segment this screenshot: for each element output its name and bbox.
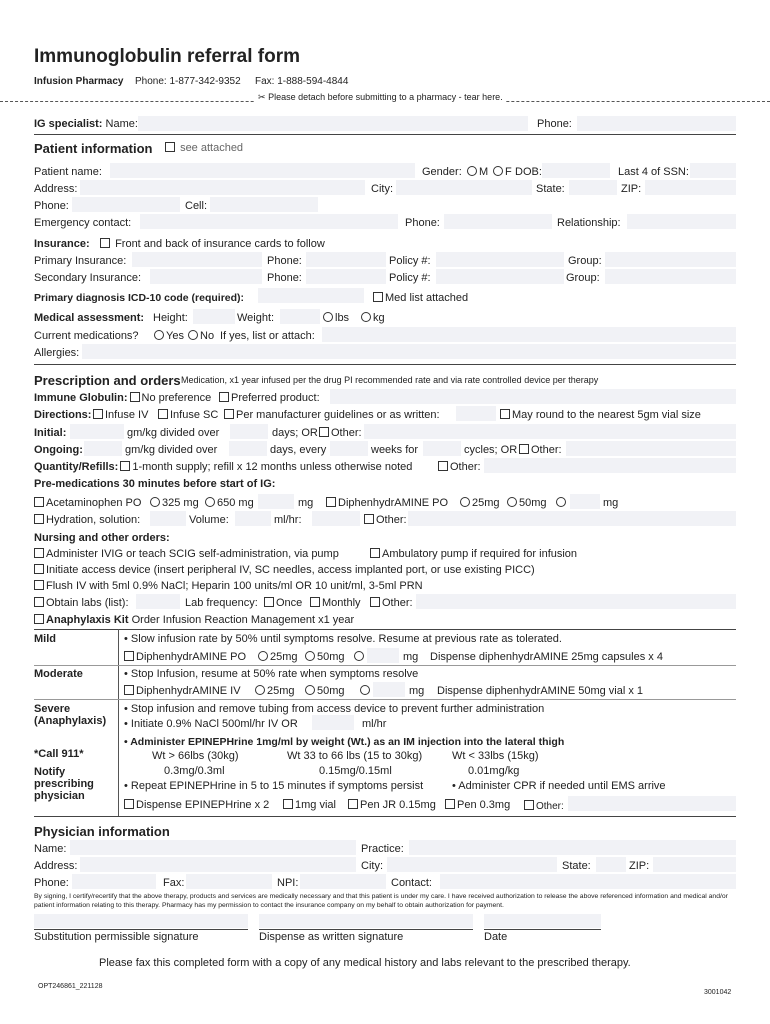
- secondary-phone-field[interactable]: [306, 269, 386, 284]
- patient-name-label: Patient name:: [34, 166, 102, 178]
- date-field[interactable]: [484, 914, 601, 928]
- volume-field[interactable]: [235, 511, 271, 526]
- weight-band-1: Wt > 66lbs (30kg): [152, 750, 239, 762]
- phys-zip-label: ZIP:: [629, 860, 650, 872]
- dispense-epinephrine-checkbox[interactable]: Dispense EPINEPHrine x 2: [124, 799, 269, 811]
- epinephrine-instruction: • Administer EPINEPHrine 1mg/ml by weight (Wt.) as an IM injection into the lateral thigh: [124, 736, 565, 748]
- see-attached-checkbox[interactable]: see attached: [165, 142, 243, 154]
- hydration-field[interactable]: [150, 511, 186, 526]
- moderate-other-radio[interactable]: [360, 685, 372, 697]
- ssn-field[interactable]: [690, 163, 736, 178]
- emergency-field[interactable]: [140, 214, 398, 229]
- contact-field[interactable]: [440, 874, 736, 889]
- state-field[interactable]: [569, 180, 617, 195]
- physician-heading: Physician information: [34, 824, 170, 839]
- epi-other-checkbox[interactable]: Other:: [524, 800, 564, 812]
- dose-1: 0.3mg/0.3ml: [164, 765, 225, 777]
- primary-ins-field[interactable]: [132, 252, 262, 267]
- quantity-row: Quantity/Refills: 1-month supply; refill x 12 months unless otherwise noted: [34, 461, 413, 473]
- ongoing-other-field[interactable]: [566, 441, 736, 456]
- initial-other-field[interactable]: [364, 424, 736, 439]
- phys-address-field[interactable]: [80, 857, 356, 872]
- dose-2: 0.15mg/0.15ml: [319, 765, 392, 777]
- lab-monthly-checkbox[interactable]: Monthly: [310, 597, 361, 609]
- gender-f-radio[interactable]: F: [493, 166, 512, 178]
- access-device-checkbox[interactable]: Initiate access device (insert peripheral IV, SC needles, access implanted port, or use existing PICC): [34, 564, 535, 576]
- allergies-field[interactable]: [82, 344, 736, 359]
- height-field[interactable]: [193, 309, 235, 324]
- phys-city-label: City:: [361, 860, 383, 872]
- severe-nacl: • Initiate 0.9% NaCl 500ml/hr IV OR: [124, 718, 298, 730]
- acet-mg-field[interactable]: [258, 494, 294, 509]
- primary-phone-field[interactable]: [306, 252, 386, 267]
- patient-name-field[interactable]: [110, 163, 415, 178]
- allergies-label: Allergies:: [34, 347, 80, 359]
- diphen-po-checkbox[interactable]: DiphenhydrAMINE PO: [326, 497, 448, 509]
- mlhr-label: ml/hr:: [274, 514, 302, 526]
- ig-name-field[interactable]: [138, 116, 528, 131]
- zip-field[interactable]: [645, 180, 736, 195]
- city-label: City:: [371, 183, 393, 195]
- acet-mg-text: mg: [298, 497, 314, 509]
- table-bottom-line: [34, 816, 736, 817]
- weight-label: Weight:: [237, 312, 275, 324]
- lab-other-field[interactable]: [416, 594, 736, 609]
- contact-label: Contact:: [391, 877, 432, 889]
- mild-instruction: • Slow infusion rate by 50% until symptoms resolve. Resume at previous rate as tolerated.: [124, 633, 562, 645]
- notify-physician: Notify prescribing physician: [34, 766, 94, 802]
- labs-list-field[interactable]: [136, 594, 180, 609]
- initial-days-field[interactable]: [230, 424, 268, 439]
- obtain-labs-checkbox[interactable]: Obtain labs (list):: [34, 597, 129, 609]
- insurance-cards-checkbox[interactable]: Front and back of insurance cards to follow: [100, 238, 325, 250]
- kg-radio[interactable]: kg: [361, 312, 385, 324]
- certification-text: By signing, I certify/recertify that the above therapy, products and services are medically necessary and that this patient is under my care. I have received authorization to release the above referenced information and medical and/or patient information relating to this therapy. Pharmacy has my permission to contact the insurance company on my behalf to obtain authorization for payment.: [34, 893, 728, 909]
- lab-freq-label: Lab frequency:: [185, 597, 258, 609]
- immune-globulin-row: Immune Globulin: No preference: [34, 392, 212, 404]
- med-assess-label: Medical assessment:: [34, 312, 145, 324]
- administer-checkbox[interactable]: Administer IVIG or teach SCIG self-administration, via pump: [34, 548, 339, 560]
- ambulatory-pump-checkbox[interactable]: Ambulatory pump if required for infusion: [370, 548, 577, 560]
- pharmacy-name: Infusion Pharmacy: [34, 76, 124, 87]
- address-label: Address:: [34, 183, 78, 195]
- ongoing-other-checkbox[interactable]: Other:: [519, 444, 562, 456]
- directions-label: Directions:: [34, 409, 92, 421]
- ongoing-weeks-field[interactable]: [330, 441, 368, 456]
- lab-once-checkbox[interactable]: Once: [264, 597, 302, 609]
- pharmacy-phone: Phone: 1-877-342-9352: [135, 76, 241, 87]
- ig-phone-label: Phone:: [537, 118, 572, 130]
- cpr-instruction: • Administer CPR if needed until EMS arrive: [452, 780, 666, 792]
- nursing-heading: Nursing and other orders:: [34, 532, 170, 544]
- anaphylaxis-kit-checkbox[interactable]: Anaphylaxis Kit Order Infusion Reaction Management x1 year: [34, 614, 354, 626]
- weight-field[interactable]: [280, 309, 320, 324]
- secondary-group-field[interactable]: [605, 269, 736, 284]
- phys-address-label: Address:: [34, 860, 78, 872]
- weight-band-2: Wt 33 to 66 lbs (15 to 30kg): [287, 750, 423, 762]
- dob-field[interactable]: [542, 163, 610, 178]
- ig-specialist-label: IG specialist: Name:: [34, 118, 138, 130]
- signature-line: [259, 929, 473, 930]
- phys-phone-field[interactable]: [72, 874, 156, 889]
- premeds-heading: Pre-medications 30 minutes before start of IG:: [34, 478, 276, 490]
- volume-label: Volume:: [189, 514, 229, 526]
- npi-field[interactable]: [300, 874, 386, 889]
- date-line: [484, 929, 601, 930]
- ongoing-days-text: days, every: [270, 444, 327, 456]
- practice-label: Practice:: [361, 843, 404, 855]
- daw-signature-label: Dispense as written signature: [259, 931, 404, 943]
- gender-label: Gender:: [422, 166, 462, 178]
- med-list-checkbox[interactable]: Med list attached: [373, 292, 468, 304]
- call-911: *Call 911*: [34, 748, 84, 760]
- acetaminophen-checkbox[interactable]: Acetaminophen PO: [34, 497, 141, 509]
- epi-1mg-vial-checkbox[interactable]: 1mg vial: [283, 799, 336, 811]
- table-row-divider: [34, 699, 736, 700]
- lab-other-checkbox[interactable]: Other:: [370, 597, 413, 609]
- daw-signature-field[interactable]: [259, 914, 473, 928]
- diphen-other-radio[interactable]: [556, 497, 568, 509]
- secondary-group-label: Group:: [566, 272, 600, 284]
- emergency-phone-label: Phone:: [405, 217, 440, 229]
- secondary-policy-field[interactable]: [436, 269, 564, 284]
- hydration-other-field[interactable]: [408, 511, 736, 526]
- emergency-phone-field[interactable]: [444, 214, 552, 229]
- address-field[interactable]: [80, 180, 365, 195]
- table-column-divider: [118, 629, 119, 816]
- fax-note: Please fax this completed form with a copy of any medical history and labs relevant to the prescribed therapy.: [99, 957, 631, 969]
- initial-gm-field[interactable]: [70, 424, 124, 439]
- form-title: Immunoglobulin referral form: [34, 46, 301, 67]
- patient-heading: Patient information: [34, 141, 153, 156]
- moderate-50-radio[interactable]: 50mg: [305, 685, 345, 697]
- secondary-ins-label: Secondary Insurance:: [34, 272, 142, 284]
- rx-heading: Prescription and orders: [34, 373, 181, 388]
- secondary-policy-label: Policy #:: [389, 272, 431, 284]
- table-top-line: [34, 629, 736, 630]
- secondary-phone-label: Phone:: [267, 272, 302, 284]
- state-label: State:: [536, 183, 565, 195]
- cell-field[interactable]: [210, 197, 318, 212]
- per-mfr-field[interactable]: [456, 406, 496, 421]
- relationship-field[interactable]: [627, 214, 736, 229]
- ssn-label: Last 4 of SSN:: [618, 166, 689, 178]
- phys-zip-field[interactable]: [653, 857, 736, 872]
- moderate-instruction: • Stop Infusion, resume at 50% rate when symptoms resolve: [124, 668, 419, 680]
- phys-city-field[interactable]: [387, 857, 557, 872]
- moderate-dispense: Dispense diphenhydrAMINE 50mg vial x 1: [437, 685, 644, 697]
- signature-line: [34, 929, 248, 930]
- practice-field[interactable]: [409, 840, 736, 855]
- phys-state-field[interactable]: [596, 857, 626, 872]
- substitution-signature-field[interactable]: [34, 914, 248, 928]
- phone-field[interactable]: [72, 197, 180, 212]
- current-meds-label: Current medications?: [34, 330, 139, 342]
- mild-other-radio[interactable]: [354, 651, 366, 663]
- divider: [34, 364, 736, 365]
- ongoing-weeks-text: weeks for: [371, 444, 419, 456]
- moderate-mg-text: mg: [409, 685, 425, 697]
- pharmacy-fax: Fax: 1-888-594-4844: [255, 76, 349, 87]
- initial-label: Initial:: [34, 427, 67, 439]
- ongoing-days-field[interactable]: [229, 441, 267, 456]
- infuse-sc-checkbox[interactable]: Infuse SC: [158, 409, 218, 421]
- mild-dispense: Dispense diphenhydrAMINE 25mg capsules x 4: [430, 651, 663, 663]
- mild-50-radio[interactable]: 50mg: [305, 651, 345, 663]
- flush-checkbox[interactable]: Flush IV with 5ml 0.9% NaCl; Heparin 100 units/ml OR 10 unit/ml, 3-5ml PRN: [34, 580, 423, 592]
- cell-label: Cell:: [185, 200, 208, 212]
- meds-yes-radio[interactable]: Yes: [154, 330, 184, 342]
- epi-other-field[interactable]: [568, 796, 736, 811]
- ongoing-cycles-text: cycles; OR: [464, 444, 518, 456]
- phys-name-label: Name:: [34, 843, 67, 855]
- mild-mg-text: mg: [403, 651, 419, 663]
- dob-label: DOB:: [515, 166, 542, 178]
- mlhr-field[interactable]: [312, 511, 360, 526]
- qty-other-checkbox[interactable]: Other:: [438, 461, 481, 473]
- primary-policy-label: Policy #:: [389, 255, 431, 267]
- acet-650-radio[interactable]: 650 mg: [205, 497, 254, 509]
- diphen-mg-text: mg: [603, 497, 619, 509]
- nacl-mlhr-text: ml/hr: [362, 718, 387, 730]
- lbs-radio[interactable]: lbs: [323, 312, 349, 324]
- phys-fax-label: Fax:: [163, 877, 185, 889]
- tear-note: ✂ Please detach before submitting to a pharmacy - tear here.: [255, 92, 506, 103]
- primary-group-label: Group:: [568, 255, 602, 267]
- severe-stop: • Stop infusion and remove tubing from access device to prevent further administration: [124, 703, 545, 715]
- phys-fax-field[interactable]: [186, 874, 272, 889]
- if-yes-label: If yes, list or attach:: [220, 330, 315, 342]
- acet-325-radio[interactable]: 325 mg: [150, 497, 199, 509]
- severe-label: Severe (Anaphylaxis): [34, 703, 107, 727]
- height-label: Height:: [153, 312, 188, 324]
- mild-label: Mild: [34, 633, 56, 645]
- moderate-diphen-checkbox[interactable]: DiphenhydrAMINE IV: [124, 685, 241, 697]
- current-meds-field[interactable]: [322, 327, 736, 342]
- emergency-label: Emergency contact:: [34, 217, 132, 229]
- nacl-rate-field[interactable]: [312, 715, 354, 730]
- diagnosis-label: Primary diagnosis ICD-10 code (required):: [34, 292, 245, 304]
- diphen-50-radio[interactable]: 50mg: [507, 497, 547, 509]
- moderate-label: Moderate: [34, 668, 83, 680]
- insurance-label: Insurance:: [34, 238, 90, 250]
- epi-pen-checkbox[interactable]: Pen 0.3mg: [445, 799, 510, 811]
- diphen-25-radio[interactable]: 25mg: [460, 497, 500, 509]
- hydration-checkbox[interactable]: Hydration, solution:: [34, 514, 140, 526]
- moderate-25-radio[interactable]: 25mg: [255, 685, 295, 697]
- meds-no-radio[interactable]: No: [188, 330, 214, 342]
- zip-label: ZIP:: [621, 183, 642, 195]
- moderate-mg-field[interactable]: [373, 682, 405, 697]
- per-mfr-checkbox[interactable]: Per manufacturer guidelines or as written:: [224, 409, 440, 421]
- mild-25-radio[interactable]: 25mg: [258, 651, 298, 663]
- city-field[interactable]: [396, 180, 532, 195]
- table-row-divider: [34, 665, 736, 666]
- ongoing-gm-text: gm/kg divided over: [125, 444, 218, 456]
- diphen-mg-field[interactable]: [570, 494, 600, 509]
- form-code-right: 3001042: [704, 989, 732, 996]
- initial-gm-text: gm/kg divided over: [127, 427, 220, 439]
- repeat-epinephrine: • Repeat EPINEPHrine in 5 to 15 minutes if symptoms persist: [124, 780, 424, 792]
- primary-policy-field[interactable]: [436, 252, 564, 267]
- substitution-signature-label: Substitution permissible signature: [34, 931, 199, 943]
- mild-mg-field[interactable]: [367, 648, 399, 663]
- phys-phone-label: Phone:: [34, 877, 69, 889]
- gender-m-radio[interactable]: M: [467, 166, 488, 178]
- scissors-icon: ✂: [258, 92, 266, 102]
- hydration-other-checkbox[interactable]: Other:: [364, 514, 407, 526]
- ongoing-label: Ongoing:: [34, 444, 83, 456]
- phone-label: Phone:: [34, 200, 69, 212]
- dose-3: 0.01mg/kg: [468, 765, 520, 777]
- relationship-label: Relationship:: [557, 217, 621, 229]
- secondary-ins-field[interactable]: [150, 269, 262, 284]
- npi-label: NPI:: [277, 877, 299, 889]
- diagnosis-field[interactable]: [258, 288, 364, 303]
- infuse-iv-checkbox[interactable]: Infuse IV: [93, 409, 148, 421]
- ongoing-cycles-field[interactable]: [423, 441, 461, 456]
- primary-group-field[interactable]: [605, 252, 736, 267]
- preferred-product-field[interactable]: [330, 389, 736, 404]
- round-checkbox[interactable]: May round to the nearest 5gm vial size: [500, 409, 701, 421]
- initial-other-checkbox[interactable]: Other:: [319, 427, 362, 439]
- form-code-left: OPT246861_221128: [38, 983, 103, 990]
- primary-ins-label: Primary Insurance:: [34, 255, 127, 267]
- divider: [34, 134, 736, 135]
- phys-name-field[interactable]: [70, 840, 356, 855]
- weight-band-3: Wt < 33lbs (15kg): [452, 750, 539, 762]
- mild-diphen-checkbox[interactable]: DiphenhydrAMINE PO: [124, 651, 246, 663]
- primary-phone-label: Phone:: [267, 255, 302, 267]
- initial-days-text: days; OR: [272, 427, 318, 439]
- rx-note: Medication, x1 year infused per the drug PI recommended rate and via rate controlled device per therapy: [181, 375, 599, 385]
- preferred-product-checkbox[interactable]: Preferred product:: [219, 392, 320, 404]
- ongoing-gm-field[interactable]: [84, 441, 122, 456]
- epi-pen-jr-checkbox[interactable]: Pen JR 0.15mg: [348, 799, 436, 811]
- date-label: Date: [484, 931, 508, 943]
- phys-state-label: State:: [562, 860, 591, 872]
- qty-other-field[interactable]: [484, 458, 736, 473]
- ig-phone-field[interactable]: [577, 116, 736, 131]
